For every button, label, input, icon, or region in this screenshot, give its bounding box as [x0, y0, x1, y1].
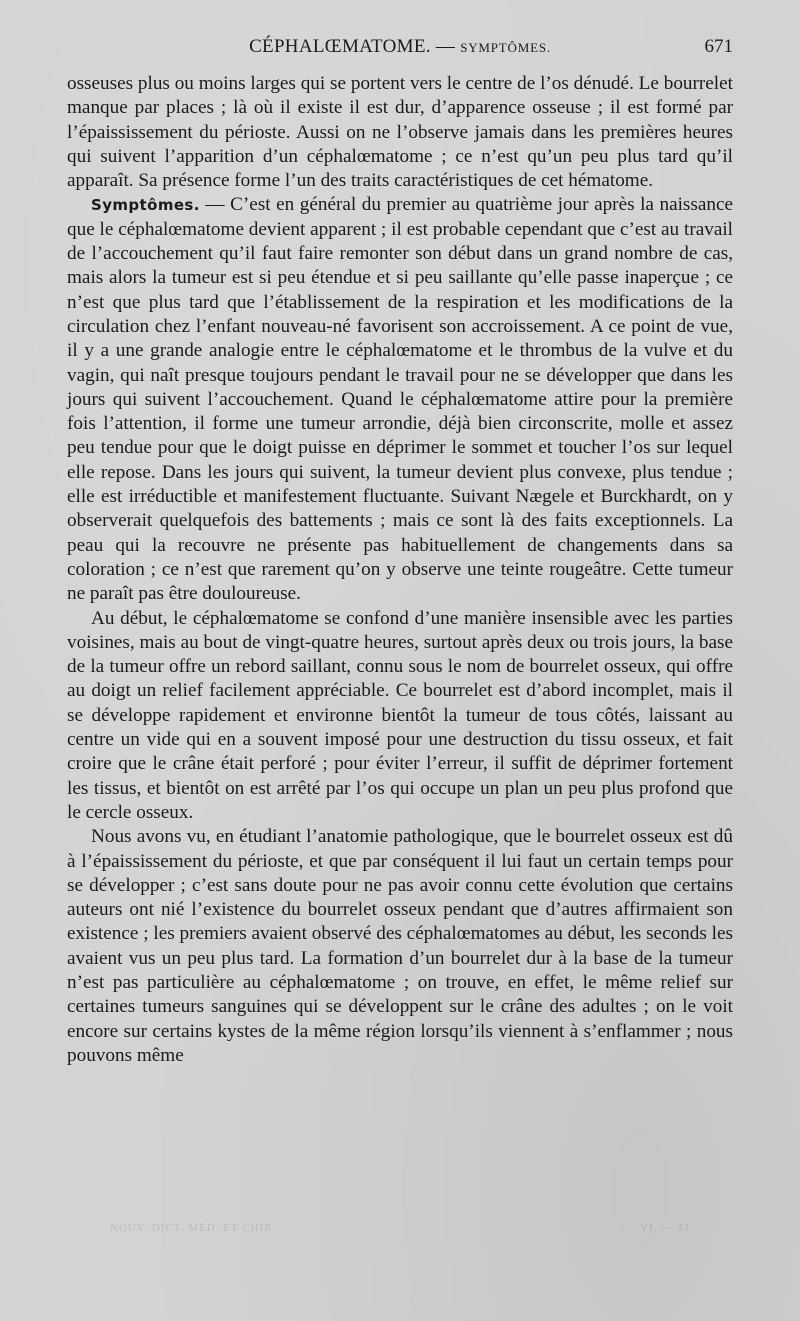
page-header	[67, 36, 733, 66]
section-heading-symptomes: Symptômes.	[91, 196, 200, 215]
page-number: 671	[704, 36, 733, 57]
footer-signature-right: VI. — 43	[640, 1222, 690, 1234]
body-text	[67, 72, 733, 1068]
running-head	[67, 36, 733, 58]
running-head-title: CÉPHALŒMATOME. —	[249, 36, 461, 57]
paragraph-symptomes	[67, 193, 733, 606]
footer-signature-left: NOUV. DICT. MÉD. ET CHIR.	[110, 1222, 277, 1234]
paragraph-4: Nous avons vu, en étudiant l’anatomie pathologique, que le bourrelet osseux est dû à l’épaississement du périoste, et que par conséquent il lui faut un certain temps pour se développer ; c’est sans doute pour ne pas avoir connu cette évolution que certains auteurs ont nié l’existence du bourrelet osseux pendant que d’autres affirmaient son existence ; les premiers avaient observé des céphalœmatomes au début, les seconds les avaient vus un peu plus tard. La formation d’un bourrelet dur à la base de la tumeur n’est pas particulière au céphalœmatome ; on trouve, en effet, le même relief sur certaines tumeurs sanguines qui se développent sur le crâne des adultes ; on le voit encore sur certains kystes de la même région lorsqu’ils viennent à s’enflammer ; nous pouvons même	[67, 826, 733, 1066]
paragraph-2-text: — C’est en général du premier au quatrième jour après la naissance que le céphalœmatome devient apparent ; il est probable cependant que c’est au travail de l’accouchement qu’il faut faire remonter son début dans un grand nombre de cas, mais alors la tumeur est si peu étendue et si peu saillante qu’elle passe inaperçue ; ce n’est que plus tard que l’établissement de la respiration et les modifications de la circulation chez l’enfant nouveau-né favorisent son accroissement. A ce point de vue, il y a une grande analogie entre le céphalœmatome et le thrombus de la vulve et du vagin, qui naît presque toujours pendant le travail pour ne se développer que dans les jours qui suivent l’accouchement. Quand le céphalœmatome attire pour la première fois l’attention, il forme une tumeur arrondie, déjà bien circonscrite, molle et assez peu tendue pour que le doigt puisse en déprimer le sommet et toucher l’os sur lequel elle repose. Dans les jours qui suivent, la tumeur devient plus convexe, plus tendue ; elle est irréductible et manifestement fluctuante. Suivant Nægele et Burckhardt, on y observerait quelquefois des battements ; mais ce sont là des faits exceptionnels. La peau qui la recouvre ne présente pas habituellement de changements dans sa coloration ; ce n’est que rarement qu’on y observe une teinte rougeâtre. Cette tumeur ne paraît pas être douloureuse.	[67, 194, 733, 605]
running-head-section: SYMPTÔMES.	[460, 40, 551, 55]
paragraph-1: osseuses plus ou moins larges qui se portent vers le centre de l’os dénudé. Le bourrelet manque par places ; là où il existe il est dur, d’apparence osseuse ; il est formé par l’épaississement du périoste. Aussi on ne l’observe jamais dans les premières heures qui suivent l’apparition d’un céphalœmatome ; ce n’est qu’un peu plus tard qu’il apparaît. Sa présence forme l’un des traits caractéristiques de cet hématome.	[67, 73, 733, 192]
faint-footer-signature	[110, 1222, 690, 1242]
paragraph-3: Au début, le céphalœmatome se confond d’une manière insensible avec les parties voisines, mais au bout de vingt-quatre heures, surtout après deux ou trois jours, la base de la tumeur offre un rebord saillant, connu sous le nom de bourrelet osseux, qui offre au doigt un relief facilement appréciable. Ce bourrelet est d’abord incomplet, mais il se développe rapidement et environne bientôt la tumeur de tous côtés, laissant au centre un vide qui en a souvent imposé pour une destruction du tissu osseux, et fait croire que le crâne était perforé ; pour éviter l’erreur, il suffit de déprimer fortement les tissus, et bientôt on est arrêté par l’os qui occupe un plan un peu plus profond que le cercle osseux.	[67, 607, 733, 823]
